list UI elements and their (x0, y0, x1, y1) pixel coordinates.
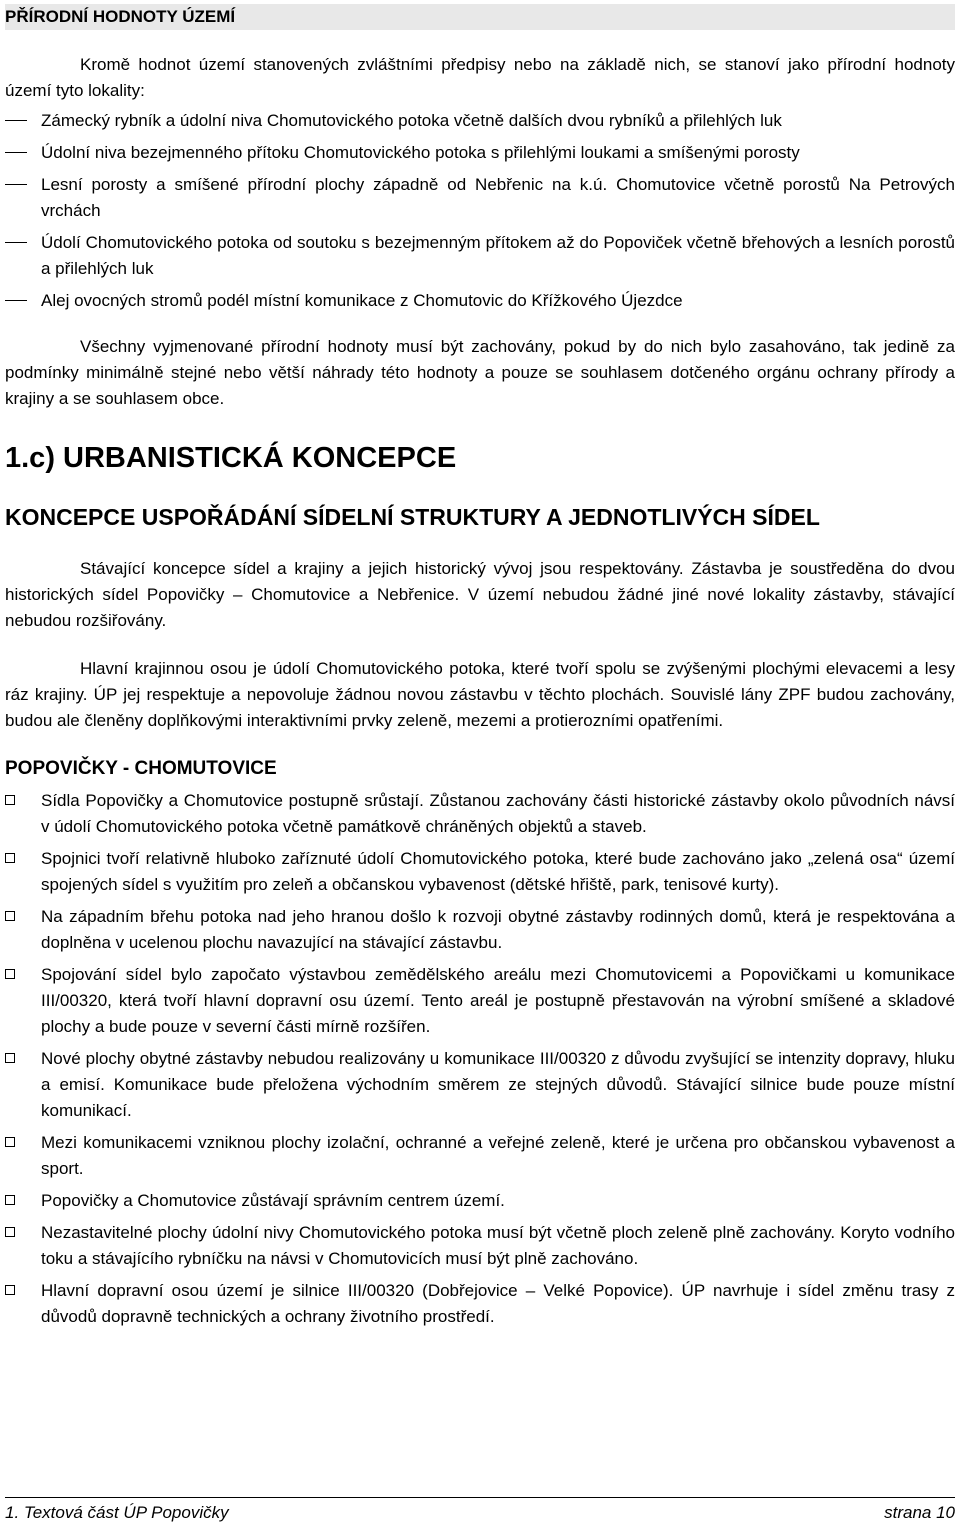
list-item: Mezi komunikacemi vzniknou plochy izolační, ochranné a veřejné zeleně, které je určena pro občanskou vybavenost a sport. (5, 1130, 955, 1182)
chapter-title: 1.c) URBANISTICKÁ KONCEPCE (5, 442, 457, 474)
popovicky-list (5, 788, 955, 1330)
list-item: Popovičky a Chomutovice zůstávají správním centrem území. (5, 1188, 955, 1214)
list-item: Alej ovocných stromů podél místní komunikace z Chomutovic do Křížkového Újezdce (5, 288, 955, 314)
list-item: Lesní porosty a smíšené přírodní plochy západně od Nebřenic na k.ú. Chomutovice včetně porostů Na Petrových vrchách (5, 172, 955, 224)
checkbox-bullet-icon (5, 1227, 15, 1237)
checkbox-bullet-icon (5, 1195, 15, 1205)
list-item: Nezastavitelné plochy údolní nivy Chomutovického potoka musí být včetně ploch zeleně plně zachovány. Koryto vodního toku a stávajícího rybníčku na návsi v Chomutovicích musí být plně zachováno. (5, 1220, 955, 1272)
list-item: Údolí Chomutovického potoka od soutoku s bezejmenným přítokem až do Popoviček včetně břehových a lesních porostů a přilehlých luk (5, 230, 955, 282)
checkbox-bullet-icon (5, 1137, 15, 1147)
list-item: Spojnici tvoří relativně hluboko zaříznuté údolí Chomutovického potoka, které bude zachováno jako „zelená osa“ území spojených sídel s využitím pro zeleň a občanskou vybavenost (dětské hřiště, park, tenisové kurty). (5, 846, 955, 898)
list-item: Zámecký rybník a údolní niva Chomutovického potoka včetně dalších dvou rybníků a přilehlých luk (5, 108, 955, 134)
concept-paragraph: Stávající koncepce sídel a krajiny a jejich historický vývoj jsou respektovány. Zástavba je soustředěna do dvou historických sídel Popovičky – Chomutovice a Nebřenice. V území nebudou žádné jiné nové lokality zástavby, stávající nebudou rozšiřovány. (5, 559, 955, 630)
axis-paragraph: Hlavní krajinnou osou je údolí Chomutovického potoka, které tvoří spolu se zvýšenými plochými elevacemi a lesy ráz krajiny. ÚP jej respektuje a nepovoluje žádnou novou zástavbu v těchto plochách. Souvislé lány ZPF budou zachovány, budou ale členěny doplňkovými interaktivními prvky zeleně, mezemi a protierozními opatřeními. (5, 659, 955, 730)
checkbox-bullet-icon (5, 969, 15, 979)
subchapter-title: KONCEPCE USPOŘÁDÁNÍ SÍDELNÍ STRUKTURY A JEDNOTLIVÝCH SÍDEL (5, 504, 820, 530)
checkbox-bullet-icon (5, 853, 15, 863)
natural-values-list (5, 108, 955, 314)
document-page (5, 0, 955, 1336)
footer-page-number: strana 10 (884, 1503, 955, 1522)
natural-conclusion-paragraph: Všechny vyjmenované přírodní hodnoty musí být zachovány, pokud by do nich bylo zasahováno, tak jedině za podmínky minimálně stejné nebo větší náhrady této hodnoty a pouze se souhlasem dotčeného orgánu ochrany přírody a krajiny a se souhlasem obce. (5, 337, 955, 408)
list-item: Spojování sídel bylo započato výstavbou zemědělského areálu mezi Chomutovicemi a Popovičkami u komunikace III/00320, která tvoří hlavní dopravní osu území. Tento areál je postupně přestavován na výrobní smíšené a skladové plochy a bude pouze v severní části mírně rozšířen. (5, 962, 955, 1040)
section-title: PŘÍRODNÍ HODNOTY ÚZEMÍ (5, 4, 955, 30)
subsection-title: POPOVIČKY - CHOMUTOVICE (5, 758, 277, 779)
list-item: Údolní niva bezejmenného přítoku Chomutovického potoka s přilehlými loukami a smíšenými porosty (5, 140, 955, 166)
checkbox-bullet-icon (5, 1053, 15, 1063)
intro-paragraph: Kromě hodnot území stanovených zvláštními předpisy nebo na základě nich, se stanoví jako přírodní hodnoty území tyto lokality: (5, 55, 955, 100)
footer-document-name: 1. Textová část ÚP Popovičky (5, 1503, 229, 1522)
dash-bullet (5, 152, 27, 153)
checkbox-bullet-icon (5, 795, 15, 805)
checkbox-bullet-icon (5, 911, 15, 921)
dash-bullet (5, 300, 27, 301)
page-footer (5, 1497, 955, 1525)
dash-bullet (5, 120, 27, 121)
list-item: Sídla Popovičky a Chomutovice postupně srůstají. Zůstanou zachovány části historické zástavby okolo původních návsí v údolí Chomutovického potoka včetně památkově chráněných objektů a staveb. (5, 788, 955, 840)
dash-bullet (5, 184, 27, 185)
list-item: Nové plochy obytné zástavby nebudou realizovány u komunikace III/00320 z důvodu zvyšující se intenzity dopravy, hluku a emisí. Komunikace bude přeložena východním směrem ze stejných důvodů. Stávající silnice bude pouze místní komunikací. (5, 1046, 955, 1124)
list-item: Na západním břehu potoka nad jeho hranou došlo k rozvoji obytné zástavby rodinných domů, která je respektována a doplněna v ucelenou plochu navazující na stávající zástavbu. (5, 904, 955, 956)
list-item: Hlavní dopravní osou území je silnice III/00320 (Dobřejovice – Velké Popovice). ÚP navrhuje i sídel změnu trasy z důvodů dopravně technických a ochrany životního prostředí. (5, 1278, 955, 1330)
checkbox-bullet-icon (5, 1285, 15, 1295)
dash-bullet (5, 242, 27, 243)
